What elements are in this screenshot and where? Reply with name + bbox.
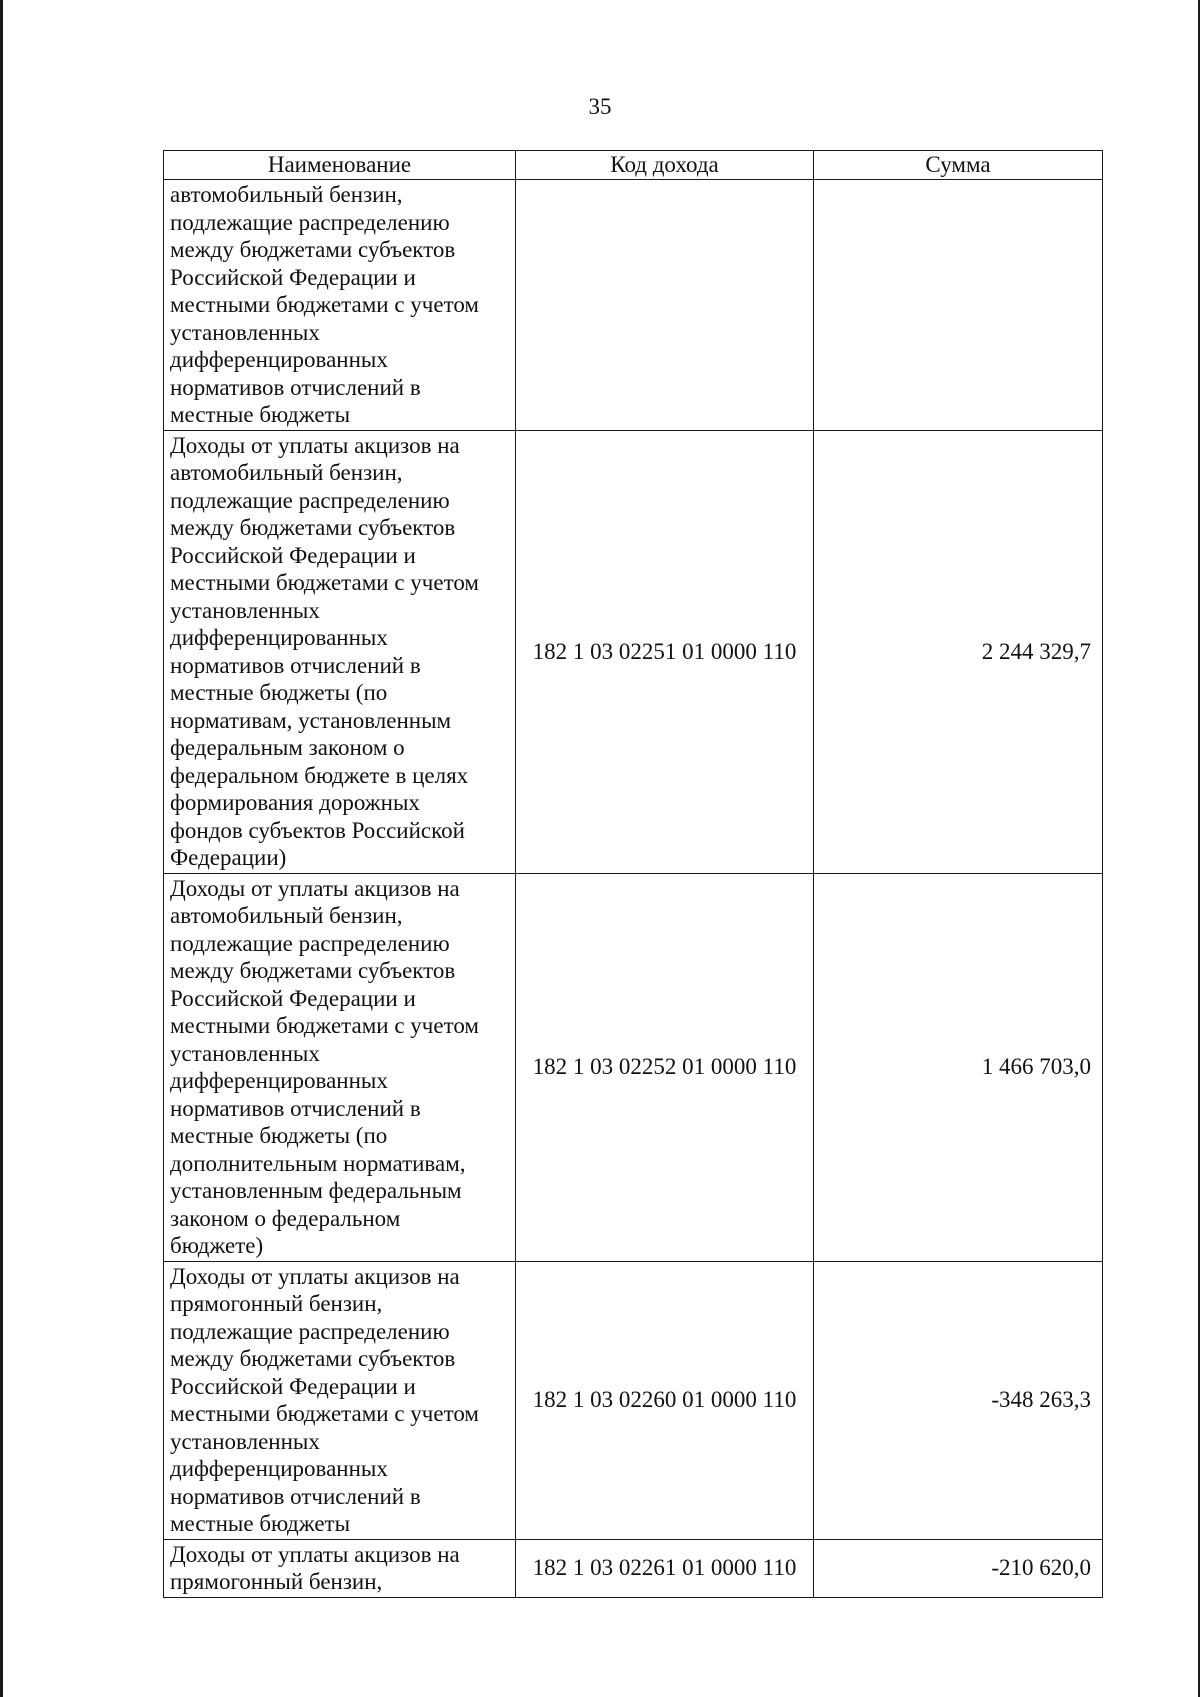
page-number: 35 — [588, 94, 612, 119]
row-code: 182 1 03 02260 01 0000 110 — [516, 1261, 814, 1539]
row-code: 182 1 03 02261 01 0000 110 — [516, 1539, 814, 1597]
table-row — [164, 1539, 1103, 1597]
table-row — [164, 180, 1103, 431]
header-sum: Сумма — [814, 151, 1103, 180]
header-name: Наименование — [164, 151, 516, 180]
table-header-row — [164, 151, 1103, 180]
income-table — [163, 150, 1103, 1598]
scan-edge-left — [0, 0, 3, 1697]
row-name-cell — [164, 873, 516, 1261]
row-sum — [814, 180, 1103, 431]
table-row — [164, 430, 1103, 873]
row-name-cell — [164, 1539, 516, 1597]
row-name: Доходы от уплаты акцизов на прямогонный бензин, — [170, 1541, 460, 1594]
row-sum: -348 263,3 — [814, 1261, 1103, 1539]
row-name: автомобильный бензин, подлежащие распределению между бюджетами субъектов Российской Федерации и местными бюджетами с учетом установленных дифференцированных нормативов отчислений в местные бюджеты — [170, 182, 479, 427]
row-sum: -210 620,0 — [814, 1539, 1103, 1597]
row-code: 182 1 03 02251 01 0000 110 — [516, 430, 814, 873]
row-name-cell — [164, 1261, 516, 1539]
row-name: Доходы от уплаты акцизов на автомобильный бензин, подлежащие распределению между бюджетами субъектов Российской Федерации и местными бюджетами с учетом установленных дифференцированных нормативов отчислений в местные бюджеты (по дополнительным нормативам, установленным федеральным законом о федеральном бюджете) — [170, 875, 479, 1258]
row-code — [516, 180, 814, 431]
header-code: Код дохода — [516, 151, 814, 180]
row-name: Доходы от уплаты акцизов на прямогонный бензин, подлежащие распределению между бюджетами субъектов Российской Федерации и местными бюджетами с учетом установленных дифференцированных нормативов отчислений в местные бюджеты — [170, 1263, 479, 1536]
table-row — [164, 1261, 1103, 1539]
row-name-cell — [164, 430, 516, 873]
row-sum: 1 466 703,0 — [814, 873, 1103, 1261]
table-row — [164, 873, 1103, 1261]
row-sum: 2 244 329,7 — [814, 430, 1103, 873]
row-name: Доходы от уплаты акцизов на автомобильный бензин, подлежащие распределению между бюджетами субъектов Российской Федерации и местными бюджетами с учетом установленных дифференцированных нормативов отчислений в местные бюджеты (по нормативам, установленным федеральным законом о федеральном бюджете в целях формирования дорожных фондов субъектов Российской Федерации) — [170, 432, 479, 870]
row-code: 182 1 03 02252 01 0000 110 — [516, 873, 814, 1261]
row-name-cell — [164, 180, 516, 431]
